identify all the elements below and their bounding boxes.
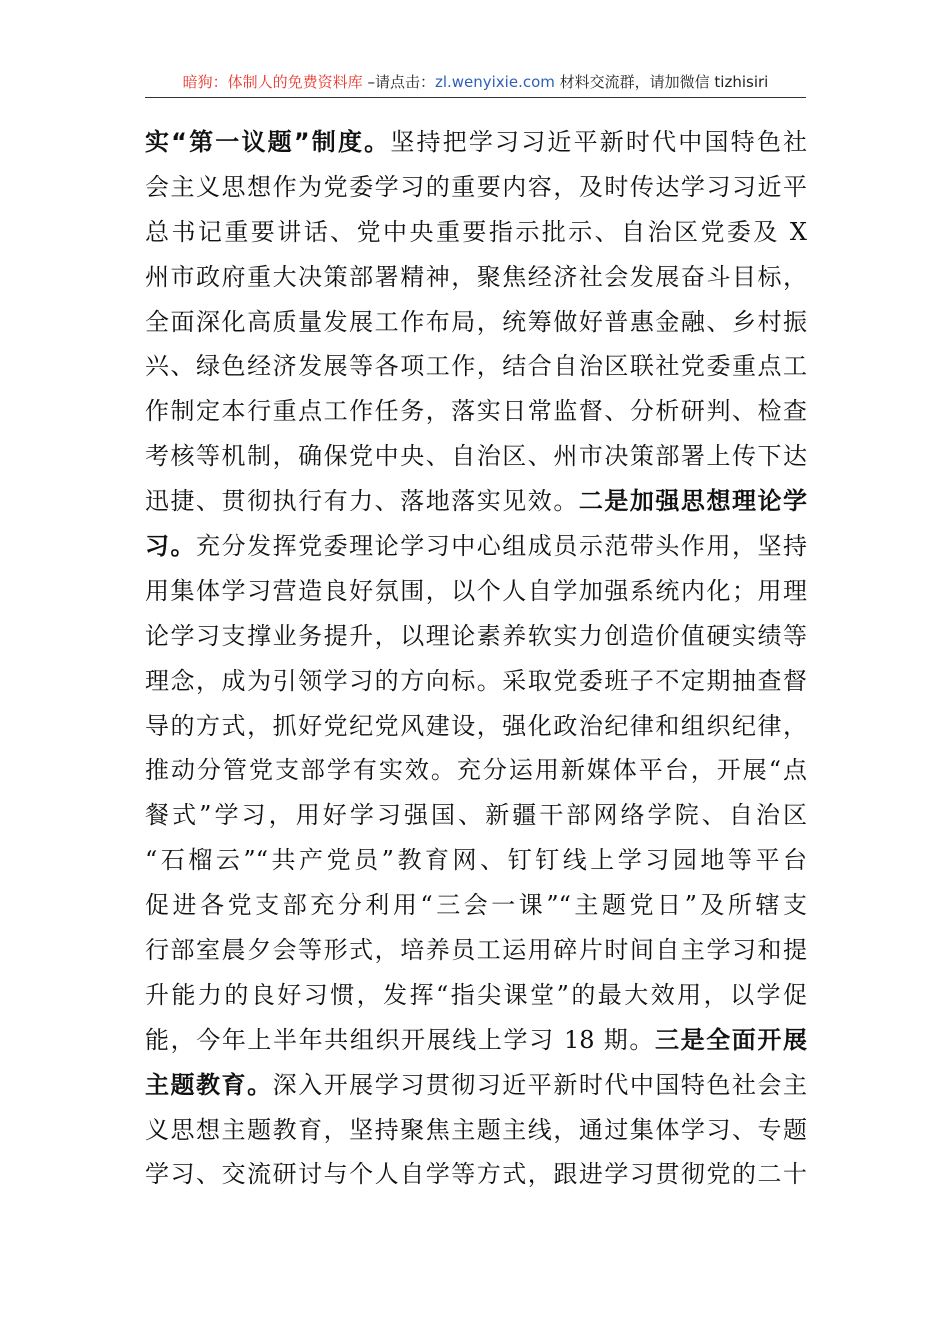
body-text-run: 升能力的良好习惯，发挥“指尖课堂”的最大效用，以学促	[145, 980, 807, 1009]
text-line	[145, 210, 807, 255]
text-line	[145, 300, 807, 345]
body-text-run: 总书记重要讲话、党中央重要指示批示、自治区党委及 X	[145, 217, 807, 246]
bold-heading-text: 实“第一议题”制度。	[145, 128, 391, 156]
body-text-run: 促进各党支部充分利用“三会一课”“主题党日”及所辖支	[145, 891, 807, 920]
text-line	[145, 120, 807, 165]
body-text-run: 迅捷、贯彻执行有力、落地落实见效。	[145, 487, 579, 516]
body-text-run: 论学习支撑业务提升，以理论素养软实力创造价值硬实绩等	[145, 621, 807, 650]
text-line	[145, 838, 807, 883]
body-text-run: 兴、绿色经济发展等各项工作，结合自治区联社党委重点工	[145, 352, 807, 381]
text-line	[145, 389, 807, 434]
body-text-run: 深入开展学习贯彻习近平新时代中国特色社会主	[272, 1070, 807, 1099]
text-line	[145, 434, 807, 479]
text-line	[145, 479, 807, 524]
body-text-run: 州市政府重大决策部署精神，聚焦经济社会发展奋斗目标，	[145, 262, 807, 291]
body-text-run: 坚持把学习习近平新时代中国特色社	[390, 128, 807, 156]
text-line	[145, 1018, 807, 1063]
body-text-run: 用集体学习营造良好氛围，以个人自学加强系统内化；用理	[145, 576, 807, 605]
text-line	[145, 748, 807, 793]
text-line	[145, 1108, 807, 1153]
text-line	[145, 614, 807, 659]
body-text-run: 餐式”学习，用好学习强国、新疆干部网络学院、自治区	[145, 801, 807, 830]
body-text-run: 理念，成为引领学习的方向标。采取党委班子不定期抽查督	[145, 666, 807, 695]
header-link[interactable]: zl.wenyixie.com	[434, 73, 555, 91]
document-body	[145, 120, 807, 1197]
text-line	[145, 973, 807, 1018]
body-text-run: 义思想主题教育，坚持聚焦主题主线，通过集体学习、专题	[145, 1115, 807, 1144]
body-text-run: 推动分管党支部学有实效。充分运用新媒体平台，开展“点	[145, 756, 807, 785]
body-text-run: 行部室晨夕会等形式，培养员工运用碎片时间自主学习和提	[145, 936, 807, 965]
bold-heading-text: 二是加强思想理论学	[578, 487, 807, 516]
body-text-run: 导的方式，抓好党纪党风建设，强化政治纪律和组织纪律，	[145, 711, 807, 740]
text-line	[145, 704, 807, 749]
text-line	[145, 165, 807, 210]
header-wechat-note: 材料交流群，请加微信 tizhisiri	[554, 73, 769, 91]
page-header	[145, 68, 806, 96]
text-line	[145, 793, 807, 838]
text-line	[145, 659, 807, 704]
body-text-run: 会主义思想作为党委学习的重要内容，及时传达学习习近平	[145, 172, 807, 201]
header-divider	[145, 97, 806, 98]
text-line	[145, 1063, 807, 1108]
body-text-run: 能，今年上半年共组织开展线上学习 18 期。	[145, 1025, 655, 1054]
text-line	[145, 883, 807, 928]
body-text-run: 考核等机制，确保党中央、自治区、州市决策部署上传下达	[145, 442, 807, 471]
body-text-run: 学习、交流研讨与个人自学等方式，跟进学习贯彻党的二十	[145, 1160, 807, 1189]
body-text-run: “石榴云”“共产党员”教育网、钉钉线上学习园地等平台	[145, 846, 807, 875]
header-site-name: 暗狗：体制人的免费资料库	[182, 73, 363, 91]
body-text-run: 作制定本行重点工作任务，落实日常监督、分析研判、检查	[145, 397, 807, 426]
bold-heading-text: 三是全面开展	[654, 1025, 807, 1054]
bold-heading-text: 习。	[145, 532, 197, 561]
text-line	[145, 569, 807, 614]
header-click-prompt: –请点击：	[362, 73, 435, 91]
text-line	[145, 1152, 807, 1197]
body-text-run: 充分发挥党委理论学习中心组成员示范带头作用，坚持	[196, 532, 807, 561]
text-line	[145, 524, 807, 569]
text-line	[145, 344, 807, 389]
text-line	[145, 255, 807, 300]
bold-heading-text: 主题教育。	[145, 1070, 273, 1099]
body-text-run: 全面深化高质量发展工作布局，统筹做好普惠金融、乡村振	[145, 307, 807, 336]
text-line	[145, 928, 807, 973]
